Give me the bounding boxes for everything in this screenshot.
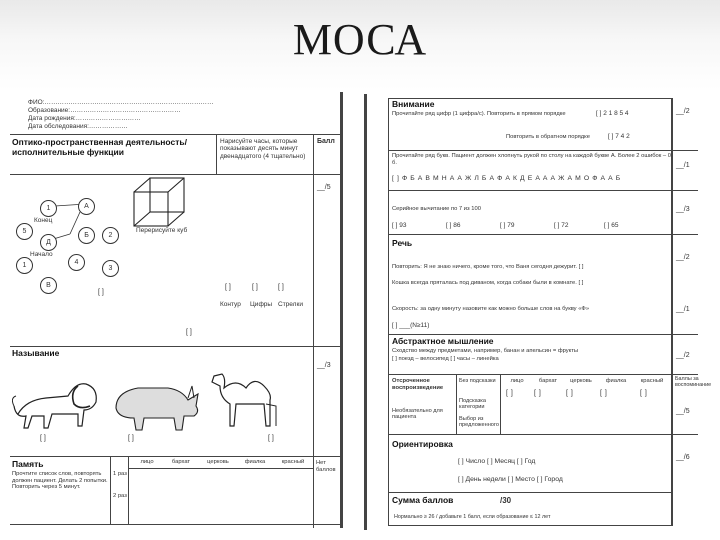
divider	[388, 374, 698, 375]
delayed-recall-choice-hint: Выбор из предложенного	[459, 416, 499, 429]
divider	[388, 150, 698, 151]
exam-date-line: Дата обследования:………………	[28, 123, 128, 130]
delayed-recall-optional: Необязательно для пациента	[392, 408, 443, 421]
sheet-edge-bar	[364, 94, 367, 530]
trail-node-a: А	[78, 198, 95, 215]
divider	[388, 190, 698, 191]
orientation-score: __/6	[676, 454, 690, 461]
digits-instruction: Прочитайте ряд цифр (1 цифра/с). Повторить в прямом порядке	[392, 111, 566, 117]
recall-word: красный	[640, 378, 664, 384]
clock-label-digits: Цифры	[250, 301, 273, 308]
orientation-row-2: [ ] День недели [ ] Место [ ] Город	[458, 476, 563, 483]
copy-cube-label: Перерисуйте куб	[136, 227, 188, 234]
recall-check: [ ]	[506, 390, 514, 397]
clock-check-hands: [ ]	[278, 284, 284, 291]
recall-score: __/5	[676, 408, 690, 415]
digits-score: __/2	[676, 108, 690, 115]
moca-page-right	[364, 94, 712, 530]
trail-node-4: 4	[68, 254, 85, 271]
sheet-edge-bar	[340, 92, 343, 528]
naming-title: Называние	[12, 348, 60, 358]
divider	[388, 434, 698, 435]
serial-72: [ ] 72	[554, 222, 569, 229]
serial-93: [ ] 93	[392, 222, 407, 229]
recall-check: [ ]	[566, 390, 574, 397]
digits-backward-instruction: Повторить в обратном порядке	[506, 134, 591, 140]
memory-text: Прочтите список слов, повторять должен пациент. Делать 2 попытки. Повторить через 5 минут.	[12, 471, 108, 491]
slide-title: МОСА	[292, 15, 428, 64]
divider	[388, 334, 698, 335]
divider	[10, 524, 340, 525]
language-title: Речь	[392, 238, 413, 248]
total-note: Нормально ≥ 26 / добавьте 1 балл, если образование ≤ 12 лет	[394, 514, 551, 520]
serial-86: [ ] 86	[446, 222, 461, 229]
trail-node-2: 2	[102, 227, 119, 244]
trail-checkbox: [ ]	[98, 289, 104, 296]
camel-image	[206, 368, 296, 438]
memory-title: Память	[12, 459, 44, 469]
score-column-line	[313, 134, 314, 346]
divider	[128, 468, 313, 469]
divider	[456, 374, 457, 434]
divider	[128, 456, 129, 524]
serial-65: [ ] 65	[604, 222, 619, 229]
memory-word: лицо	[140, 459, 154, 465]
divider	[110, 456, 111, 524]
fluency-score: __/1	[676, 306, 690, 313]
trail-node-1: 1	[40, 200, 57, 217]
trail-end-label: Конец	[34, 217, 53, 224]
divider	[500, 374, 501, 434]
memory-word: фиалка	[244, 459, 266, 465]
fluency-instruction: Скорость: за одну минуту назовите как можно больше слов на букву «Ф»	[392, 306, 590, 312]
trail-start-label: Начало	[30, 251, 53, 258]
moca-page-left	[10, 96, 341, 528]
score-column-line	[672, 98, 673, 526]
rhino-image	[108, 378, 203, 436]
memory-attempt-2: 2 раз	[113, 493, 127, 499]
serial-instruction: Серийное вычитание по 7 из 100	[392, 206, 481, 212]
naming-check-lion: [ ]	[40, 435, 46, 442]
clock-check-digits: [ ]	[252, 284, 258, 291]
abstraction-title: Абстрактное мышление	[392, 336, 494, 346]
serial-score: __/3	[676, 206, 690, 213]
total-label: Сумма баллов	[392, 495, 454, 505]
score-column-line	[313, 456, 314, 528]
total-value: /30	[500, 496, 512, 505]
letters-instruction: Прочитайте ряд букв. Пациент должен хлопнуть рукой по столу на каждой букве А. Более 2 ошибок – 0 б.	[392, 153, 671, 166]
digits-backward: [ ] 7 4 2	[608, 133, 630, 140]
naming-score: __/3	[317, 362, 331, 369]
naming-check-camel: [ ]	[268, 435, 274, 442]
letters-sequence: [ ] Ф Б А В М Н А А Ж Л Б А Ф А К Д Е А А А Ж А М О Ф А А Б	[392, 175, 621, 182]
serial-79: [ ] 79	[500, 222, 515, 229]
memory-word: бархат	[171, 459, 191, 465]
divider	[388, 234, 698, 235]
fio-line: ФИО:……………………………………………………………………	[28, 99, 214, 106]
clock-instruction: Нарисуйте часы, которые показывают десять минут двенадцатого (4 тщательно)	[220, 138, 306, 160]
recall-check: [ ]	[600, 390, 608, 397]
score-header: Балл	[317, 138, 335, 145]
divider	[10, 134, 340, 135]
divider	[388, 492, 672, 493]
divider	[10, 346, 340, 347]
recall-check: [ ]	[640, 390, 648, 397]
memory-word: церковь	[207, 459, 229, 465]
divider	[10, 456, 340, 457]
recall-points-note: Баллы за воспоминание	[675, 376, 712, 389]
clock-label-hands: Стрелки	[278, 301, 303, 308]
trail-connections	[10, 194, 130, 304]
delayed-recall-no-hint: Без подсказки	[459, 378, 496, 384]
recall-word: бархат	[538, 378, 558, 384]
trail-node-b: Б	[78, 227, 95, 244]
sentence-1: Повторить: Я не знаю ничего, кроме того, что Ваня сегодня дежурит. [ ]	[392, 264, 584, 270]
score-column-line	[313, 346, 314, 456]
delayed-recall-category-hint: Подсказка категории	[459, 398, 486, 411]
recall-check: [ ]	[534, 390, 542, 397]
cube-checkbox: [ ]	[186, 329, 192, 336]
fluency-box: [ ] ___(N≥11)	[392, 322, 430, 329]
memory-attempt-1: 1 раз	[113, 471, 127, 477]
visuospatial-score: __/5	[317, 184, 331, 191]
lion-image	[12, 376, 100, 436]
memory-no-score: Нет баллов	[316, 460, 336, 473]
abstraction-checks: [ ] поезд – велосипед [ ] часы – линейка	[392, 356, 499, 362]
trail-node-v: В	[40, 277, 57, 294]
trail-node-d: Д	[40, 234, 57, 251]
cube-drawing	[130, 174, 200, 234]
visuospatial-title: Оптико-пространственная деятельность/ исполнительные функции	[12, 137, 187, 157]
trail-node-one: 1	[16, 257, 33, 274]
abstraction-instruction: Сходство между предметами, например, банан и апельсин = фрукты	[392, 348, 579, 354]
abstraction-score: __/2	[676, 352, 690, 359]
trail-node-3: 3	[102, 260, 119, 277]
letters-score: __/1	[676, 162, 690, 169]
divider	[216, 134, 217, 174]
memory-word: красный	[281, 459, 305, 465]
education-line: Образование:……………………………………………	[28, 107, 181, 114]
clock-label-contour: Контур	[220, 301, 241, 308]
digits-forward: [ ] 2 1 8 5 4	[596, 110, 629, 117]
clock-check-contour: [ ]	[225, 284, 231, 291]
recall-word: лицо	[510, 378, 524, 384]
orientation-row-1: [ ] Число [ ] Месяц [ ] Год	[458, 458, 536, 465]
recall-word: фиалка	[605, 378, 627, 384]
naming-check-rhino: [ ]	[128, 435, 134, 442]
recall-word: церковь	[570, 378, 592, 384]
orientation-title: Ориентировка	[392, 439, 453, 449]
attention-title: Внимание	[392, 99, 435, 109]
birth-date-line: Дата рождения:…………………………	[28, 115, 141, 122]
sentence-2: Кошка всегда пряталась под диваном, когда собаки были в комнате. [ ]	[392, 280, 584, 286]
trail-node-5: 5	[16, 223, 33, 240]
repeat-score: __/2	[676, 254, 690, 261]
delayed-recall-label: Отсроченное воспроизведение	[392, 378, 444, 391]
